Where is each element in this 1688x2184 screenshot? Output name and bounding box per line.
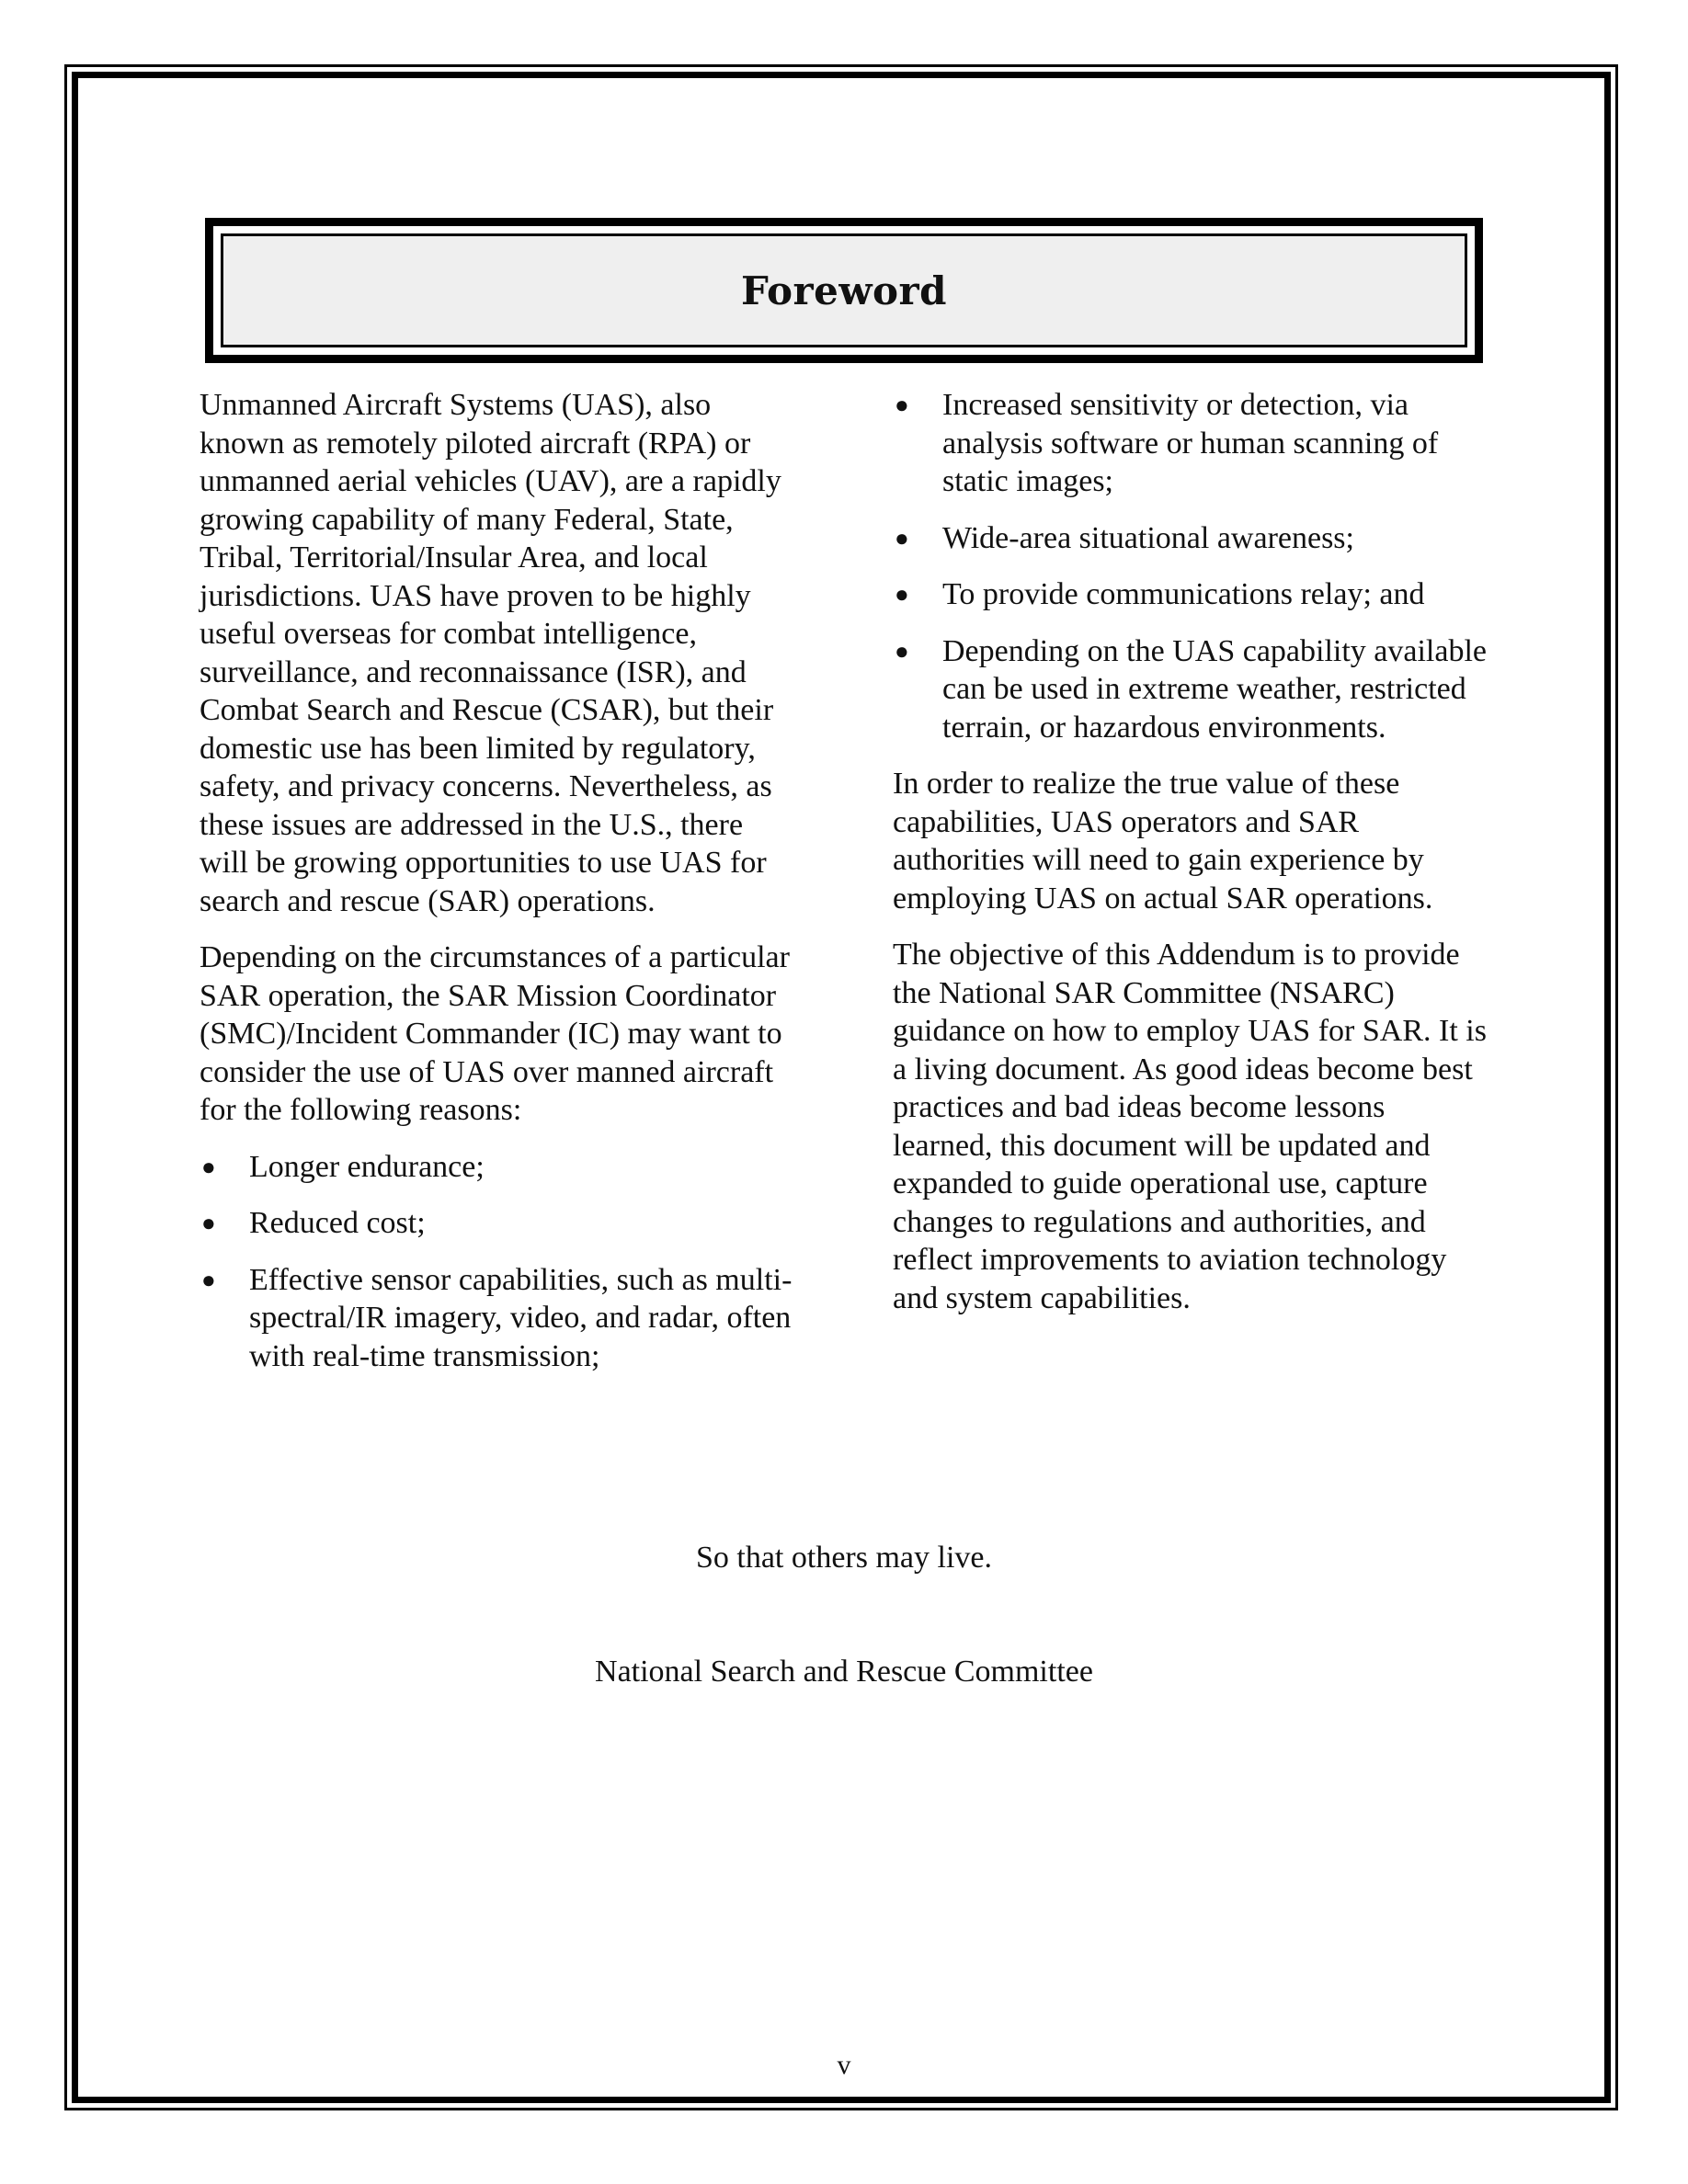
list-item-text: Effective sensor capabilities, such as multi-spectral/IR imagery, video, and radar, often with real-time transmission;: [249, 1262, 793, 1373]
list-item: [200, 1148, 797, 1187]
reasons-list-part-1: [200, 1148, 797, 1376]
list-item-text: Increased sensitivity or detection, via analysis software or human scanning of static images;: [942, 388, 1439, 498]
bullet-icon: ●: [895, 637, 909, 665]
list-item-text: Wide-area situational awareness;: [942, 520, 1354, 555]
title-banner: [205, 218, 1483, 363]
reasons-list-part-2: [893, 386, 1490, 746]
signature: National Search and Rescue Committee: [595, 1655, 1093, 1689]
bullet-icon: ●: [895, 524, 909, 552]
list-item: [200, 1261, 797, 1376]
bullet-icon: ●: [201, 1266, 216, 1293]
list-item: [893, 632, 1490, 747]
list-item: [893, 519, 1490, 558]
list-item-text: To provide communications relay; and: [942, 577, 1425, 611]
motto: So that others may live.: [695, 1541, 992, 1575]
list-item-text: Longer endurance;: [249, 1149, 485, 1184]
list-item: [893, 386, 1490, 501]
list-item-text: Reduced cost;: [249, 1206, 426, 1240]
list-item: [200, 1204, 797, 1243]
bullet-icon: ●: [201, 1210, 216, 1236]
left-column: [200, 386, 797, 1393]
page-title: Foreword: [740, 267, 948, 313]
objective-paragraph: The objective of this Addendum is to provide the National SAR Committee (NSARC) guidance on how to employ UAS for SAR. It is a living document. As good ideas become best practices and bad ideas become lessons learned, this document will be updated and expanded to guide operational use, capture changes to regulations and authorities, and reflect improvements to aviation technology and system capabilities.: [893, 938, 1487, 1315]
intro-paragraph: Unmanned Aircraft Systems (UAS), also known as remotely piloted aircraft (RPA) or unmanned aerial vehicles (UAV), are a rapidly growing capability of many Federal, State, Tribal, Territorial/Insular Area, and local jurisdictions. UAS have proven to be highly useful overseas for combat intelligence, surveillance, and reconnaissance (ISR), and Combat Search and Rescue (CSAR), but their domestic use has been limited by regulatory, safety, and privacy concerns. Nevertheless, as these issues are addressed in the U.S., there will be growing opportunities to use UAS for search and rescue (SAR) operations.: [200, 388, 781, 918]
right-column: [893, 386, 1490, 1336]
bullet-icon: ●: [895, 581, 909, 608]
page-number: v: [837, 2050, 851, 2080]
value-paragraph: In order to realize the true value of these capabilities, UAS operators and SAR authorities will need to gain experience by employing UAS on actual SAR operations.: [893, 767, 1433, 916]
bullet-icon: ●: [895, 392, 909, 418]
bullet-icon: ●: [201, 1153, 216, 1180]
reasons-paragraph: Depending on the circumstances of a particular SAR operation, the SAR Mission Coordinator (SMC)/Incident Commander (IC) may want to consider the use of UAS over manned aircraft for the following reasons:: [200, 940, 790, 1127]
list-item: [893, 575, 1490, 614]
list-item-text: Depending on the UAS capability available can be used in extreme weather, restricted terrain, or hazardous environments.: [942, 633, 1487, 745]
title-banner-inner: [221, 233, 1467, 347]
